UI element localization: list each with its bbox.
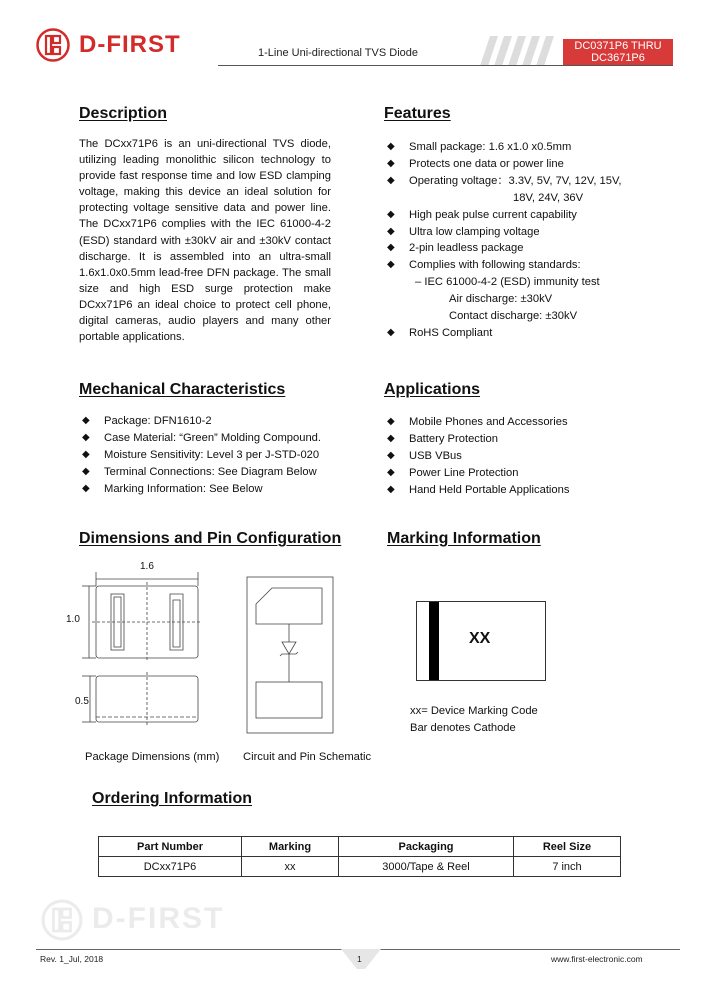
dimension-thickness-label: 0.5 (75, 696, 89, 707)
mechanical-item: ◆ Moisture Sensitivity: Level 3 per J-STD-020 (79, 447, 369, 464)
part-range-line2: DC3671P6 (591, 52, 645, 64)
diamond-bullet-icon: ◆ (387, 174, 395, 186)
feature-item: ◆ Protects one data or power line (384, 156, 684, 173)
diamond-bullet-icon: ◆ (387, 326, 395, 338)
table-cell: 3000/Tape & Reel (339, 857, 514, 877)
marking-note-cathode: Bar denotes Cathode (410, 722, 516, 734)
feature-item: ◆ Operating voltage：3.3V, 5V, 7V, 12V, 15V, (384, 173, 684, 190)
marking-note-code: xx= Device Marking Code (410, 705, 538, 717)
features-heading: Features (384, 105, 451, 122)
mechanical-heading: Mechanical Characteristics (79, 381, 286, 398)
diamond-bullet-icon: ◆ (82, 415, 90, 426)
dimension-width-label: 1.6 (140, 561, 154, 572)
ordering-heading: Ordering Information (92, 790, 252, 807)
diamond-bullet-icon: ◆ (387, 466, 395, 478)
feature-standard-line: – IEC 61000-4-2 (ESD) immunity test (415, 276, 600, 289)
diamond-bullet-icon: ◆ (387, 259, 395, 271)
d-first-watermark-icon (40, 898, 84, 942)
applications-list (384, 414, 684, 499)
feature-item: ◆ Complies with following standards: (384, 257, 684, 274)
diamond-bullet-icon: ◆ (387, 242, 395, 254)
application-item: ◆ USB VBus (384, 448, 684, 465)
application-item: ◆ Power Line Protection (384, 465, 684, 482)
diamond-bullet-icon: ◆ (387, 225, 395, 237)
applications-heading: Applications (384, 381, 481, 398)
circuit-schematic-caption: Circuit and Pin Schematic (243, 751, 372, 763)
table-header-cell: Marking (242, 837, 339, 857)
package-dimensions-caption: Package Dimensions (mm) (85, 751, 220, 763)
part-range-line1: DC0371P6 THRU (574, 40, 662, 52)
d-first-logo-icon (35, 27, 71, 63)
table-cell: 7 inch (514, 857, 621, 877)
circuit-schematic-drawing (246, 576, 336, 736)
feature-item: ◆ 2-pin leadless package (384, 240, 684, 257)
ordering-table (98, 836, 621, 877)
diamond-bullet-icon: ◆ (387, 157, 395, 169)
footer-url: www.first-electronic.com (551, 954, 643, 964)
diamond-bullet-icon: ◆ (82, 482, 90, 494)
table-header-row (99, 837, 621, 857)
marking-heading: Marking Information (387, 530, 541, 547)
marking-package-diagram (416, 601, 546, 681)
diamond-bullet-icon: ◆ (387, 483, 395, 495)
part-number-box (563, 39, 673, 66)
watermark-brand: D-FIRST (92, 902, 225, 935)
header-rule (218, 65, 673, 66)
diamond-bullet-icon: ◆ (387, 416, 395, 427)
table-cell: DCxx71P6 (99, 857, 242, 877)
feature-item: ◆ RoHS Compliant (384, 325, 684, 342)
header-logo (35, 27, 195, 63)
table-header-cell: Part Number (99, 837, 242, 857)
package-top-view-drawing (62, 568, 202, 668)
description-heading: Description (79, 105, 168, 122)
footer-page-number: 1 (357, 954, 362, 964)
feature-voltage-cont: 18V, 24V, 36V (513, 191, 584, 204)
watermark-logo (40, 898, 260, 942)
feature-standard-line: Air discharge: ±30kV (449, 293, 553, 306)
cathode-bar (429, 602, 439, 680)
dimension-height-label: 1.0 (66, 614, 80, 625)
mechanical-item: ◆ Marking Information: See Below (79, 481, 369, 498)
diamond-bullet-icon: ◆ (387, 449, 395, 461)
header-subtitle: 1-Line Uni-directional TVS Diode (258, 47, 418, 59)
footer-revision: Rev. 1_Jul, 2018 (40, 954, 104, 964)
table-header-cell: Reel Size (514, 837, 621, 857)
features-list (384, 139, 684, 342)
dimensions-heading: Dimensions and Pin Configuration (79, 530, 342, 547)
feature-standard-line: Contact discharge: ±30kV (449, 310, 578, 323)
mechanical-item: ◆ Case Material: “Green” Molding Compound. (79, 430, 369, 447)
mechanical-list (79, 413, 369, 498)
feature-item: ◆ High peak pulse current capability (384, 207, 684, 224)
diamond-bullet-icon: ◆ (387, 432, 395, 444)
application-item: ◆ Hand Held Portable Applications (384, 482, 684, 499)
diamond-bullet-icon: ◆ (387, 141, 395, 152)
marking-code: XX (469, 630, 491, 647)
diamond-bullet-icon: ◆ (387, 208, 395, 220)
diamond-bullet-icon: ◆ (82, 431, 90, 443)
feature-item: ◆ Ultra low clamping voltage (384, 224, 684, 241)
feature-item: ◆ Small package: 1.6 x1.0 x0.5mm (384, 139, 684, 156)
diamond-bullet-icon: ◆ (82, 465, 90, 477)
table-row (99, 857, 621, 877)
description-text: The DCxx71P6 is an uni-directional TVS diode, utilizing leading monolithic silicon technology to provide fast response time and low ESD clamping voltage, making this device an ideal solution for protecting voltage sensitive data and power line. The DCxx71P6 complies with the IEC 61000-4-2 (ESD) standard with ±30kV air and ±30kV contact discharge. It is assembled into an ultra-small 1.6x1.0x0.5mm lead-free DFN package. The small size and high ESD surge protection make DCxx71P6 an ideal choice to protect cell phone, digital cameras, audio players and many other portable applications. (79, 138, 331, 344)
mechanical-item: ◆ Package: DFN1610-2 (79, 413, 369, 430)
table-cell: xx (242, 857, 339, 877)
mechanical-item: ◆ Terminal Connections: See Diagram Below (79, 464, 369, 481)
table-header-cell: Packaging (339, 837, 514, 857)
application-item: ◆ Mobile Phones and Accessories (384, 414, 684, 431)
application-item: ◆ Battery Protection (384, 431, 684, 448)
diamond-bullet-icon: ◆ (82, 448, 90, 460)
brand-name: D-FIRST (79, 31, 181, 58)
